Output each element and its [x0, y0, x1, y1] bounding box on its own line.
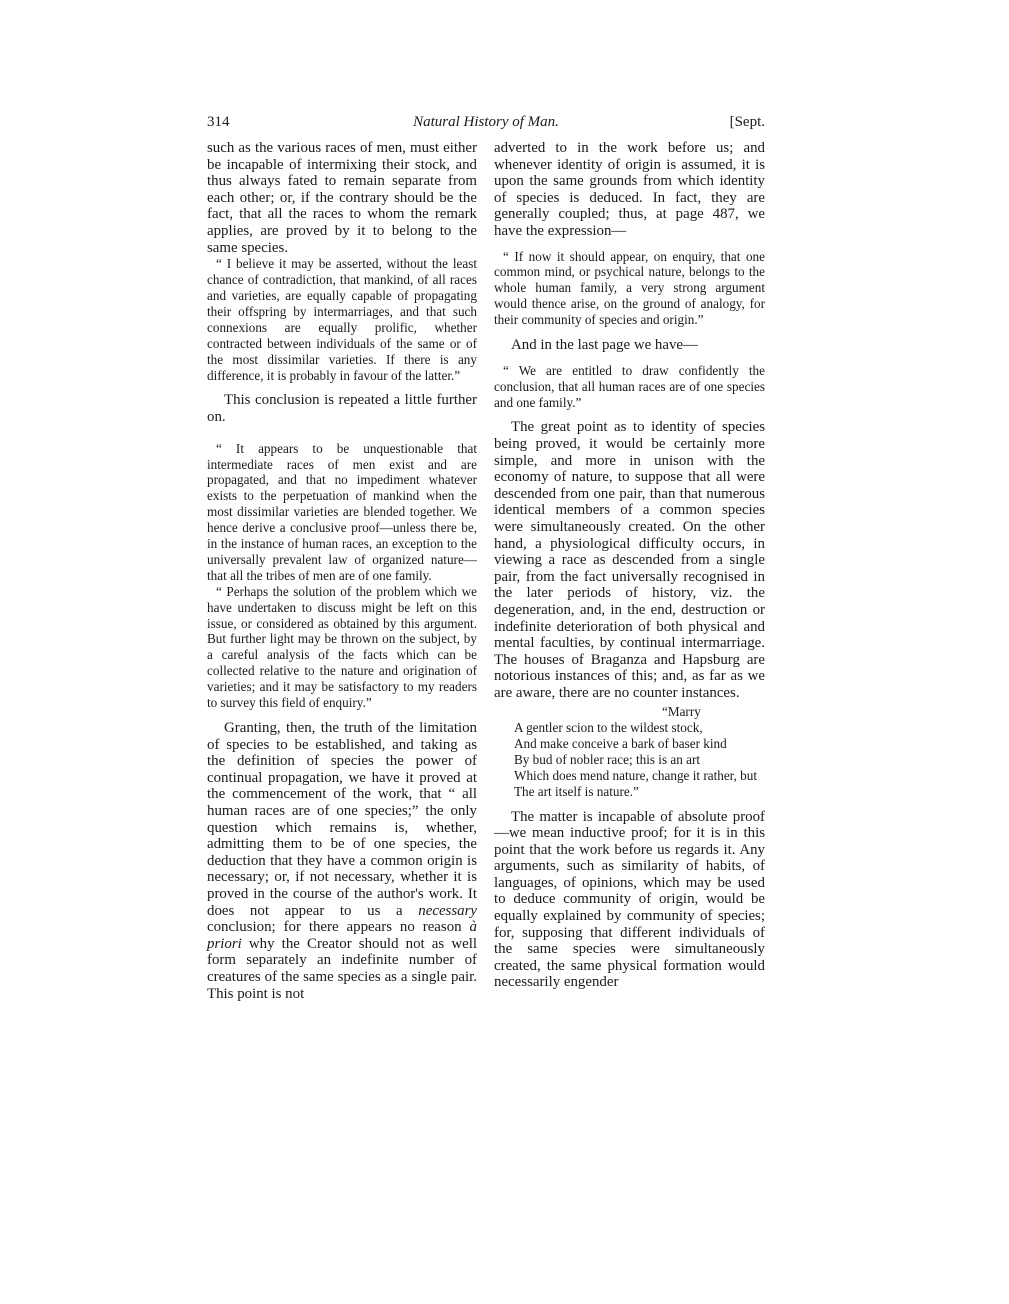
page-number: 314 [207, 114, 230, 130]
paragraph-text: why the Creator should not as well form separately an indefinite number of creatures of the same species as a single pair. This point is not [207, 935, 477, 1002]
block-quote: “ We are entitled to draw confidently the conclusion, that all human races are of one species and one family.” [494, 362, 765, 410]
running-month: [Sept. [729, 114, 765, 130]
verse-line: “Marry [662, 703, 701, 719]
paragraph: adverted to in the work before us; and whenever identity of origin is assumed, it is upon the same grounds from which identity of species is deduced. In fact, they are generally coupled; thus, at page 487, we have the expression— [494, 140, 765, 239]
verse-line: Which does mend nature, change it rather, but [514, 767, 757, 783]
block-quote: “ I believe it may be asserted, without the least chance of contradiction, that mankind, of all races and varieties, are equally capable of propagating their offspring by intermarriages, and that such connexions are equally prolific, whether contracted between individuals of the same or of the most dissimilar varieties. If there is any difference, it is probably in favour of the latter.” [207, 256, 477, 383]
block-quote: “ If now it should appear, on enquiry, that one common mind, or psychical nature, belongs to the whole human family, a very strong argument would thence arise, on the ground of analogy, for their community of species and origin.” [494, 248, 765, 328]
emphasis: necessary [418, 902, 477, 919]
paragraph: This conclusion is repeated a little further on. [207, 392, 477, 425]
paragraph-text: Granting, then, the truth of the limitation of species to be established, and taking as the definition of species the power of continual propagation, we have it proved at the commencement of the work, that “ all human races are of one species;” the only question which remains is, whether, admitting them to be of one species, the deduction that they have a common origin is necessary; or, if not necessary, whether it is proved in the course of the author's work. It does not appear to us a [207, 720, 477, 919]
verse-line: A gentler scion to the wildest stock, [514, 719, 703, 735]
paragraph [207, 720, 477, 1002]
verse-quotation [494, 704, 765, 800]
paragraph-text: conclusion; for there appears no reason [207, 919, 462, 936]
block-quote: “ Perhaps the solution of the problem which we have undertaken to discuss might be left on this issue, or considered as obtained by this argument. But further light may be thrown on the subject, by a careful analysis of the facts which can be collected relative to the nature and origination of varieties; and it may be satisfactory to my readers to survey this field of enquiry.” [207, 583, 477, 711]
right-column [494, 140, 765, 991]
block-quote: “ It appears to be unquestionable that intermediate races of men exist and are propagated, and that no impediment whatever exists to the perpetuation of mankind when the most dissimilar varieties are blended together. We hence derive a conclusive proof—unless there be, in the instance of human races, an exception to the universally prevalent law of organized nature—that all the tribes of men are of one family. [207, 440, 477, 583]
paragraph: And in the last page we have— [511, 337, 698, 354]
verse-line: And make conceive a bark of baser kind [514, 735, 727, 751]
verse-line: The art itself is nature.” [514, 783, 639, 799]
paragraph: such as the various races of men, must either be incapable of intermixing their stock, and thus always fated to remain separate from each other; or, if the contrary should be the fact, that all the races to whom the remark applies, are proved by it to belong to the same species. [207, 140, 477, 256]
running-title: Natural History of Man. [413, 114, 559, 130]
emphasis: à priori [207, 919, 477, 952]
left-column [207, 140, 477, 1002]
paragraph: The matter is incapable of absolute proof—we mean inductive proof; for it is in this point that the work before us regards it. Any arguments, such as similarity of habits, of languages, of opinions, which may be used to deduce community of origin, would be equally explained by community of species; for, supposing that different individuals of the same species were simultaneously created, the same physical formation would necessarily engender [494, 808, 765, 991]
running-head [207, 114, 765, 134]
verse-line: By bud of nobler race; this is an art [514, 751, 701, 767]
paragraph: The great point as to identity of species being proved, it would be certainly more simple, and more in unison with the economy of nature, to suppose that all were descended from one pair, than that numerous identical members of a common species were simultaneously created. On the other hand, a physiological difficulty occurs, in viewing a race as descended from a single pair, from the fact universally recognised in the later periods of history, viz. the degeneration, and, in the end, destruction or indefinite deterioration of both physical and mental faculties, by continual intermarriage. The houses of Braganza and Hapsburg are notorious instances of this; and, as far as we are aware, there are no counter instances. [494, 419, 765, 701]
